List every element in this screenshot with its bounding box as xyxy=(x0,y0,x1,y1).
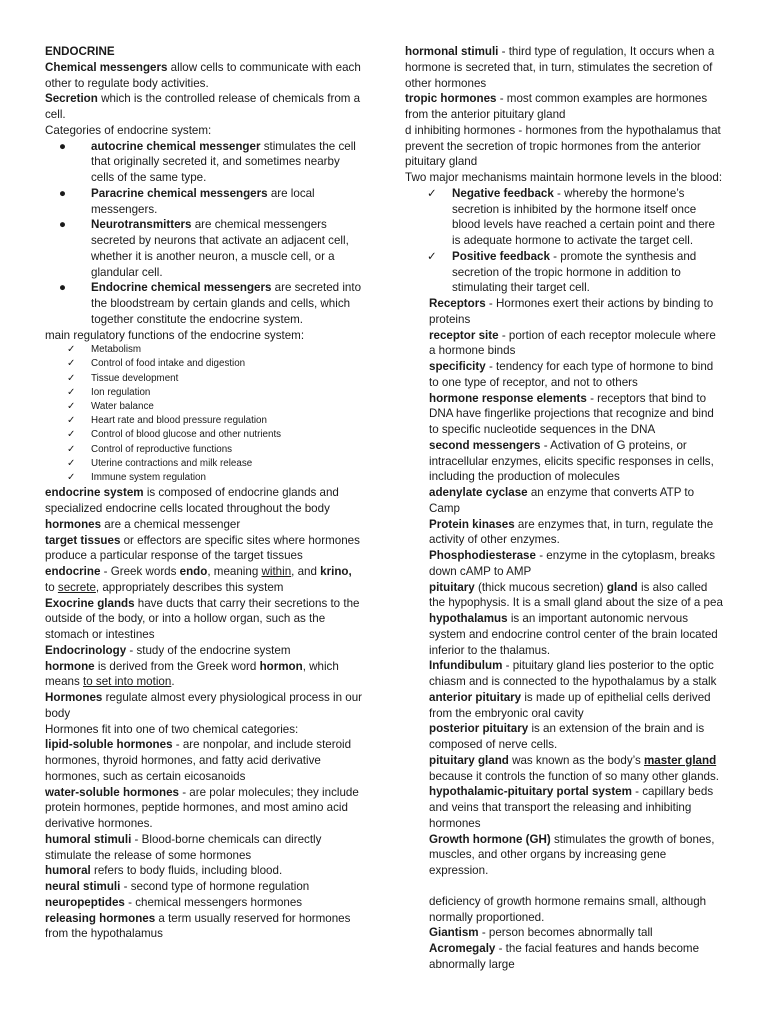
definition: an enzyme that converts ATP to Camp xyxy=(429,486,695,515)
term: Receptors xyxy=(429,297,486,310)
paragraph-giantism xyxy=(429,925,725,941)
paragraph-acromegaly xyxy=(429,941,725,973)
paragraph-protein-kinases xyxy=(429,517,725,549)
checkmark-icon: ✓ xyxy=(67,386,76,398)
paragraph-inhibiting-hormones: d inhibiting hormones - hormones from the hypothalamus that prevent the secretion of tropic hormones from the anterior pituitary gland xyxy=(405,123,721,169)
term: Hormones xyxy=(45,691,103,705)
list-item xyxy=(405,249,725,296)
paragraph-adenylate-cyclase xyxy=(429,485,725,517)
term: Positive feedback xyxy=(452,249,550,263)
definition: - Blood-borne chemicals can directly stimulate the release of some hormones xyxy=(45,832,322,862)
paragraph-receptor-site xyxy=(429,328,725,360)
term: hormone response elements xyxy=(429,391,587,405)
term: Acromegaly xyxy=(429,942,496,955)
term: gland xyxy=(606,580,638,594)
definition: - person becomes abnormally tall xyxy=(478,926,653,940)
checkmark-icon: ✓ xyxy=(67,358,76,370)
indented-definitions xyxy=(405,296,725,973)
paragraph-endocrine-system xyxy=(45,485,363,517)
definition: which is the controlled release of chemicals from a cell. xyxy=(45,92,361,121)
term: hypothalamus xyxy=(429,612,508,625)
paragraph-hormonal-stimuli xyxy=(405,44,725,91)
list-item xyxy=(45,400,363,414)
term: receptor site xyxy=(429,328,499,342)
list-item xyxy=(45,443,363,457)
paragraph-chemical-categories: Hormones fit into one of two chemical categories: xyxy=(45,722,299,736)
definition: - capillary beds and veins that transport the releasing and inhibiting hormones xyxy=(429,785,714,830)
categories-list xyxy=(45,139,363,328)
text: , meaning xyxy=(207,565,262,579)
list-item xyxy=(45,372,363,386)
paragraph-growth-hormone xyxy=(429,832,725,879)
definition: a term usually reserved for hormones from the hypothalamus xyxy=(45,911,351,941)
definition: - enzyme in the cytoplasm, breaks down cAMP to AMP xyxy=(429,549,716,578)
list-item xyxy=(45,217,363,280)
paragraph-water-soluble xyxy=(45,785,363,832)
term: lipid-soluble hormones xyxy=(45,738,173,752)
list-item xyxy=(45,139,363,186)
term: humoral stimuli xyxy=(45,832,132,846)
checkmark-icon: ✓ xyxy=(67,344,76,356)
underlined-term: master gland xyxy=(644,753,717,767)
term: neural stimuli xyxy=(45,880,121,894)
checkmark-icon: ✓ xyxy=(67,401,76,413)
checkmark-icon: ✓ xyxy=(67,372,76,384)
definition: - are nonpolar, and include steroid hormones, thyroid hormones, and fatty acid derivative hormones, such as certain eicosanoids xyxy=(45,738,352,783)
checkmark-icon: ✓ xyxy=(427,186,437,200)
paragraph-receptors xyxy=(429,296,725,328)
list-item xyxy=(45,386,363,400)
term: pituitary xyxy=(429,580,475,594)
checkmark-icon: ✓ xyxy=(67,443,76,455)
term: hormonal stimuli xyxy=(405,45,499,58)
list-item-label: Control of blood glucose and other nutrients xyxy=(91,429,282,441)
list-item-label: Uterine contractions and milk release xyxy=(91,457,253,469)
paragraph-specificity xyxy=(429,359,725,391)
list-item-label: Metabolism xyxy=(91,344,142,356)
term: Negative feedback xyxy=(452,186,554,200)
paragraph-portal-system xyxy=(429,784,725,831)
definition: are secreted into the bloodstream by certain glands and cells, which together constitute the endocrine system. xyxy=(91,281,362,326)
definition: - third type of regulation, It occurs when a hormone is secreted that, in turn, stimulates the secretion of other hormones xyxy=(405,45,715,90)
paragraph-endocrine-etymology xyxy=(45,564,363,596)
definition: - pituitary gland lies posterior to the optic chiasm and is connected to the hypothalamus by a stalk xyxy=(429,659,717,688)
definition: regulate almost every physiological process in our body xyxy=(45,691,363,720)
bullet-icon: ● xyxy=(59,186,67,200)
paragraph-releasing-hormones xyxy=(45,911,363,943)
paragraph-anterior-pituitary xyxy=(429,690,725,722)
term: neuropeptides xyxy=(45,895,125,909)
term: target tissues xyxy=(45,533,121,547)
text: , which means xyxy=(45,659,339,689)
paragraph-pituitary xyxy=(429,580,725,612)
categories-heading: Categories of endocrine system: xyxy=(45,123,212,137)
paragraph-two-mechanisms: Two major mechanisms maintain hormone levels in the blood: xyxy=(405,171,723,184)
paragraph-target-tissues xyxy=(45,533,363,565)
paragraph-chemical-messengers xyxy=(45,60,363,92)
definition: - second type of hormone regulation xyxy=(120,880,310,894)
definition: or effectors are specific sites where hormones produce a particular response of the target tissues xyxy=(45,533,360,563)
term: specificity xyxy=(429,360,486,373)
term: posterior pituitary xyxy=(429,722,529,736)
term: hormones xyxy=(45,517,102,531)
term: hypothalamic-pituitary portal system xyxy=(429,785,632,799)
paragraph-hypothalamus xyxy=(429,611,725,658)
term: Secretion xyxy=(45,92,98,106)
term: endocrine system xyxy=(45,486,144,500)
bullet-icon: ● xyxy=(59,218,67,232)
term: Endocrine chemical messengers xyxy=(91,281,272,295)
paragraph-hormones-regulate xyxy=(45,690,363,722)
paragraph-humoral-stimuli xyxy=(45,832,363,864)
term: Neurotransmitters xyxy=(91,218,192,232)
definition: is also called the hypophysis. It is a small gland about the size of a pea xyxy=(429,580,723,610)
term: Paracrine chemical messengers xyxy=(91,186,268,200)
text: because it controls the function of so many other glands. xyxy=(429,769,720,783)
term: releasing hormones xyxy=(45,911,156,925)
spacer xyxy=(429,879,725,894)
list-item xyxy=(45,414,363,428)
paragraph-hormone-etymology xyxy=(45,659,363,691)
list-item-label: Heart rate and blood pressure regulation xyxy=(91,415,267,427)
paragraph-master-gland xyxy=(429,753,725,785)
definition: are chemical messengers secreted by neurons that activate an adjacent cell, whether it is another neuron, a muscle cell, or a glandular cell. xyxy=(91,218,349,279)
text: . xyxy=(171,675,175,689)
definition: allow cells to communicate with each other to regulate body activities. xyxy=(45,60,361,90)
list-item xyxy=(45,186,363,218)
definition: - Hormones exert their actions by binding to proteins xyxy=(429,297,714,326)
text: was known as the body’s xyxy=(508,753,644,767)
definition: - portion of each receptor molecule where a hormone binds xyxy=(429,328,716,358)
paragraph-deficiency: deficiency of growth hormone remains small, although normally proportioned. xyxy=(429,894,707,924)
definition: is an important autonomic nervous system and endocrine control center of the brain located inferior to the thalamus. xyxy=(429,612,718,657)
definition: - Activation of G proteins, or intracellular enzymes, elicits specific responses in cells, including the production of molecules xyxy=(429,438,714,484)
definition: is made up of epithelial cells derived from the embryonic oral cavity xyxy=(429,690,711,720)
definition: stimulates the cell that originally secreted it, and sometimes nearby cells of the same type. xyxy=(91,139,356,184)
paragraph-infundibulum xyxy=(429,658,725,690)
paragraph-neuropeptides xyxy=(45,895,363,911)
term: hormon xyxy=(259,659,303,673)
term: endo xyxy=(179,565,208,579)
list-item-label: Ion regulation xyxy=(91,386,151,398)
definition: are local messengers. xyxy=(91,186,315,216)
definition: - receptors that bind to DNA have fingerlike projections that recognize and bind to specific nucleotide sequences in the DNA xyxy=(429,391,714,436)
term: adenylate cyclase xyxy=(429,486,528,499)
definition: - chemical messengers hormones xyxy=(124,895,303,909)
term: Protein kinases xyxy=(429,517,515,531)
list-item xyxy=(45,471,363,485)
paragraph-endocrinology xyxy=(45,643,363,659)
checkmark-icon: ✓ xyxy=(67,429,76,441)
term: pituitary gland xyxy=(429,753,509,767)
term: Phosphodiesterase xyxy=(429,549,536,562)
definition: stimulates the growth of bones, muscles, and other organs by increasing gene expression. xyxy=(429,832,715,877)
list-item-label: Control of reproductive functions xyxy=(91,443,233,455)
feedback-list xyxy=(405,186,725,296)
underlined-text: secrete xyxy=(57,580,96,594)
term: second messengers xyxy=(429,438,541,452)
text: , appropriately describes this system xyxy=(95,580,284,594)
list-item xyxy=(405,186,725,249)
text: , and xyxy=(291,565,321,579)
definition: - tendency for each type of hormone to bind to one type of receptor, and not to others xyxy=(429,360,714,389)
left-column xyxy=(45,44,363,942)
checkmark-icon: ✓ xyxy=(67,457,76,469)
list-item-label: Control of food intake and digestion xyxy=(91,358,246,370)
list-item xyxy=(45,357,363,371)
definition: have ducts that carry their secretions to the outside of the body, or into a hollow organ, such as the stomach or intestines xyxy=(45,596,360,642)
definition: - are polar molecules; they include protein hormones, peptide hormones, and most amino acid derivative hormones. xyxy=(45,785,359,831)
definition: - most common examples are hormones from the anterior pituitary gland xyxy=(405,92,708,121)
term: hormone xyxy=(45,659,95,673)
underlined-text: to set into motion xyxy=(83,675,172,689)
definition: is an extension of the brain and is composed of nerve cells. xyxy=(429,722,705,751)
checkmark-icon: ✓ xyxy=(67,472,76,484)
list-item-label: Immune system regulation xyxy=(91,472,206,484)
definition: - the facial features and hands become abnormally large xyxy=(429,942,700,971)
list-item xyxy=(45,280,363,327)
term: humoral xyxy=(45,864,91,878)
list-item xyxy=(45,428,363,442)
definition: are a chemical messenger xyxy=(101,517,241,531)
term: tropic hormones xyxy=(405,92,497,106)
document-title: ENDOCRINE xyxy=(45,45,115,58)
paragraph-secretion xyxy=(45,91,363,123)
term: Endocrinology xyxy=(45,643,127,657)
right-column xyxy=(405,44,725,973)
paragraph-exocrine-glands xyxy=(45,596,363,643)
paragraph-neural-stimuli xyxy=(45,879,363,895)
text: (thick mucous secretion) xyxy=(474,580,607,594)
paragraph-tropic-hormones xyxy=(405,91,725,123)
term: krino, xyxy=(320,565,352,579)
text: - Greek words xyxy=(100,565,180,579)
text: to xyxy=(45,580,58,594)
paragraph-hormones xyxy=(45,517,363,533)
term: Infundibulum xyxy=(429,659,503,673)
term: water-soluble hormones xyxy=(45,785,179,799)
list-item-label: Tissue development xyxy=(91,372,179,384)
list-item-label: Water balance xyxy=(91,401,154,413)
list-item xyxy=(45,343,363,357)
term: Chemical messengers xyxy=(45,60,168,74)
paragraph-hormone-response-elements xyxy=(429,391,725,438)
bullet-icon: ● xyxy=(59,139,67,153)
text: is derived from the Greek word xyxy=(94,659,260,673)
definition: - study of the endocrine system xyxy=(126,643,291,657)
checkmark-icon: ✓ xyxy=(427,249,437,263)
checkmark-icon: ✓ xyxy=(67,415,76,427)
functions-heading: main regulatory functions of the endocrine system: xyxy=(45,328,305,342)
paragraph-second-messengers xyxy=(429,438,725,485)
term: Exocrine glands xyxy=(45,596,135,610)
bullet-icon: ● xyxy=(59,281,67,295)
functions-list xyxy=(45,343,363,485)
paragraph-humoral xyxy=(45,863,363,879)
definition: is composed of endocrine glands and specialized endocrine cells located throughout the body xyxy=(45,486,339,516)
definition: refers to body fluids, including blood. xyxy=(90,864,283,878)
term: Giantism xyxy=(429,926,479,940)
list-item xyxy=(45,457,363,471)
definition: are enzymes that, in turn, regulate the activity of other enzymes. xyxy=(429,517,714,547)
definition: - promote the synthesis and secretion of the tropic hormone in addition to stimulating their target cell. xyxy=(452,249,697,295)
paragraph-posterior-pituitary xyxy=(429,721,725,753)
paragraph-phosphodiesterase xyxy=(429,548,725,580)
paragraph-lipid-soluble xyxy=(45,737,363,784)
underlined-text: within xyxy=(261,565,292,579)
term: anterior pituitary xyxy=(429,690,522,704)
term: Growth hormone (GH) xyxy=(429,832,551,846)
term: autocrine chemical messenger xyxy=(91,139,261,153)
term: endocrine xyxy=(45,565,101,579)
definition: - whereby the hormone’s secretion is inhibited by the hormone itself once blood levels have reached a certain point and there is adequate hormone to activate the target cell. xyxy=(452,186,715,247)
